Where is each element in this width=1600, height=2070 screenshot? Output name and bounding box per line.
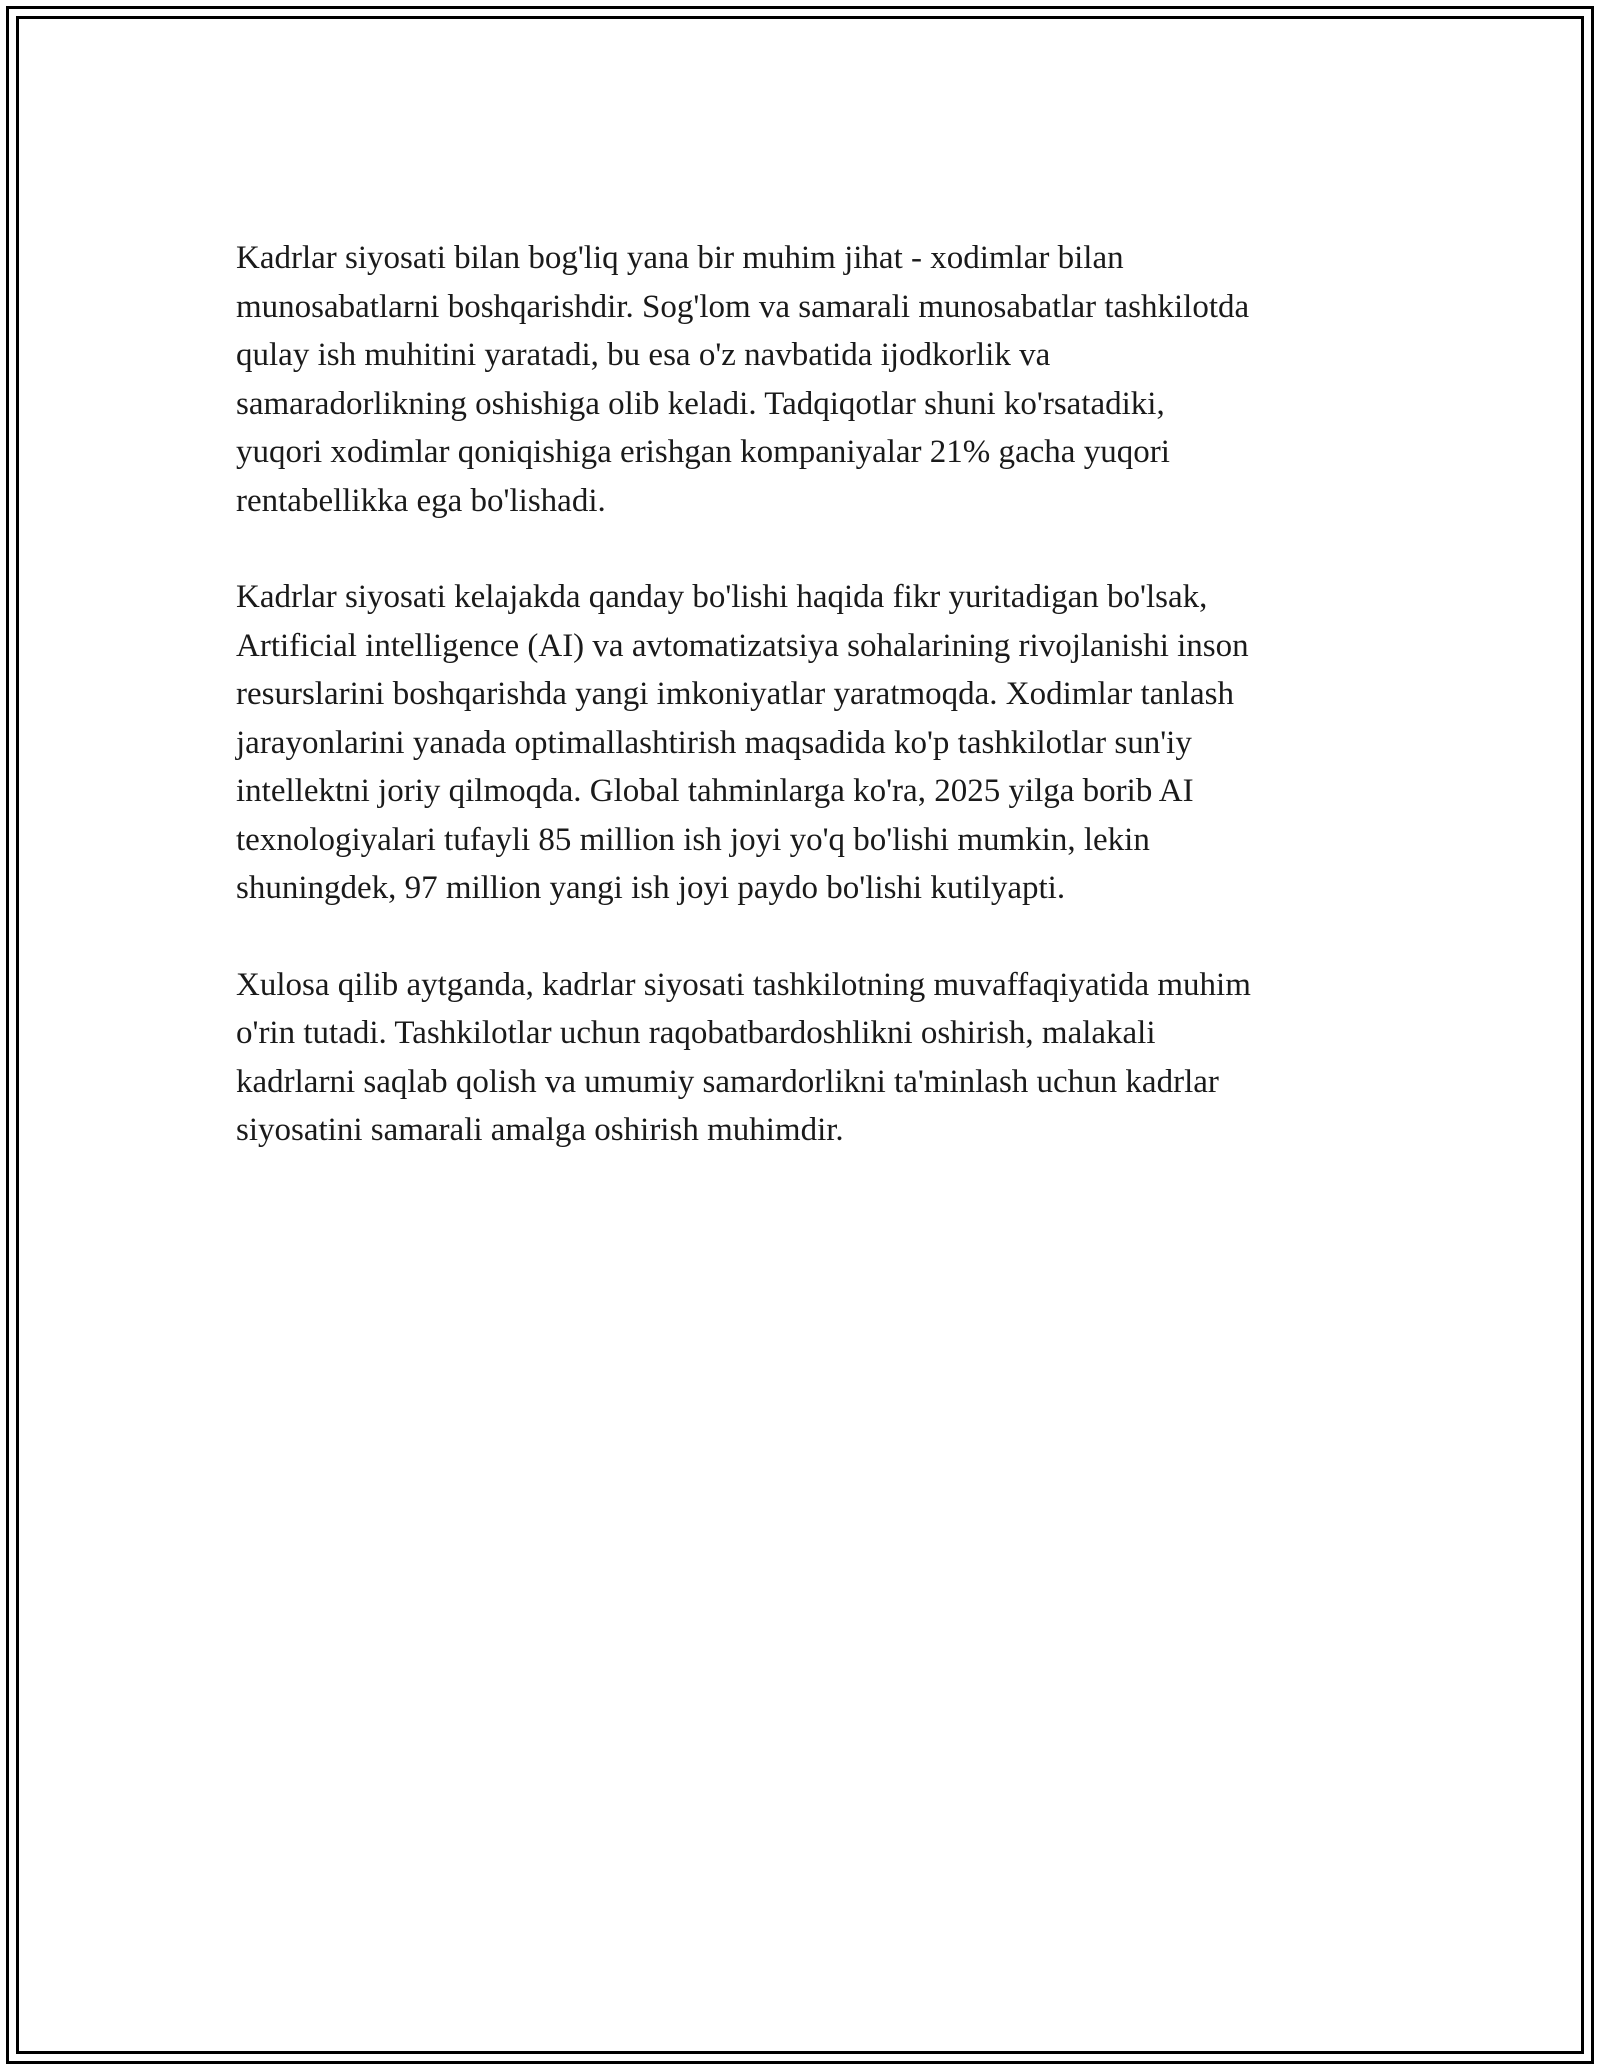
paragraph-employee-relations: Kadrlar siyosati bilan bog'liq yana bir muhim jihat - xodimlar bilan munosabatlarni boshqarishdir. Sog'lom va samarali munosabatlar tashkilotda qulay ish muhitini yaratadi, bu esa o'z navbatida ijodkorlik va samaradorlikning oshishiga olib keladi. Tadqiqotlar shuni ko'rsatadiki, yuqori xodimlar qoniqishiga erishgan kompaniyalar 21% gacha yuqori rentabellikka ega bo'lishadi. bbox=[236, 240, 1250, 519]
paragraph-conclusion: Xulosa qilib aytganda, kadrlar siyosati tashkilotning muvaffaqiyatida muhim o'rin tutadi. Tashkilotlar uchun raqobatbardoshlikni oshirish, malakali kadrlarni saqlab qolish va umumiy samardorlikni ta'minlash uchun kadrlar siyosatini samarali amalga oshirish muhimdir. bbox=[236, 966, 1251, 1148]
paragraph-ai-future: Kadrlar siyosati kelajakda qanday bo'lishi haqida fikr yuritadigan bo'lsak, Artificial intelligence (AI) va avtomatizatsiya sohalarining rivojlanishi inson resurslarini boshqarishda yangi imkoniyatlar yaratmoqda. Xodimlar tanlash jarayonlarini yanada optimallashtirish maqsadida ko'p tashkilotlar sun'iy intellektni joriy qilmoqda. Global tahminlarga ko'ra, 2025 yilga borib AI texnologiyalari tufayli 85 million ish joyi yo'q bo'lishi mumkin, lekin shuningdek, 97 million yangi ish joyi paydo bo'lishi kutilyapti. bbox=[236, 579, 1249, 906]
document-body bbox=[236, 234, 1386, 1203]
